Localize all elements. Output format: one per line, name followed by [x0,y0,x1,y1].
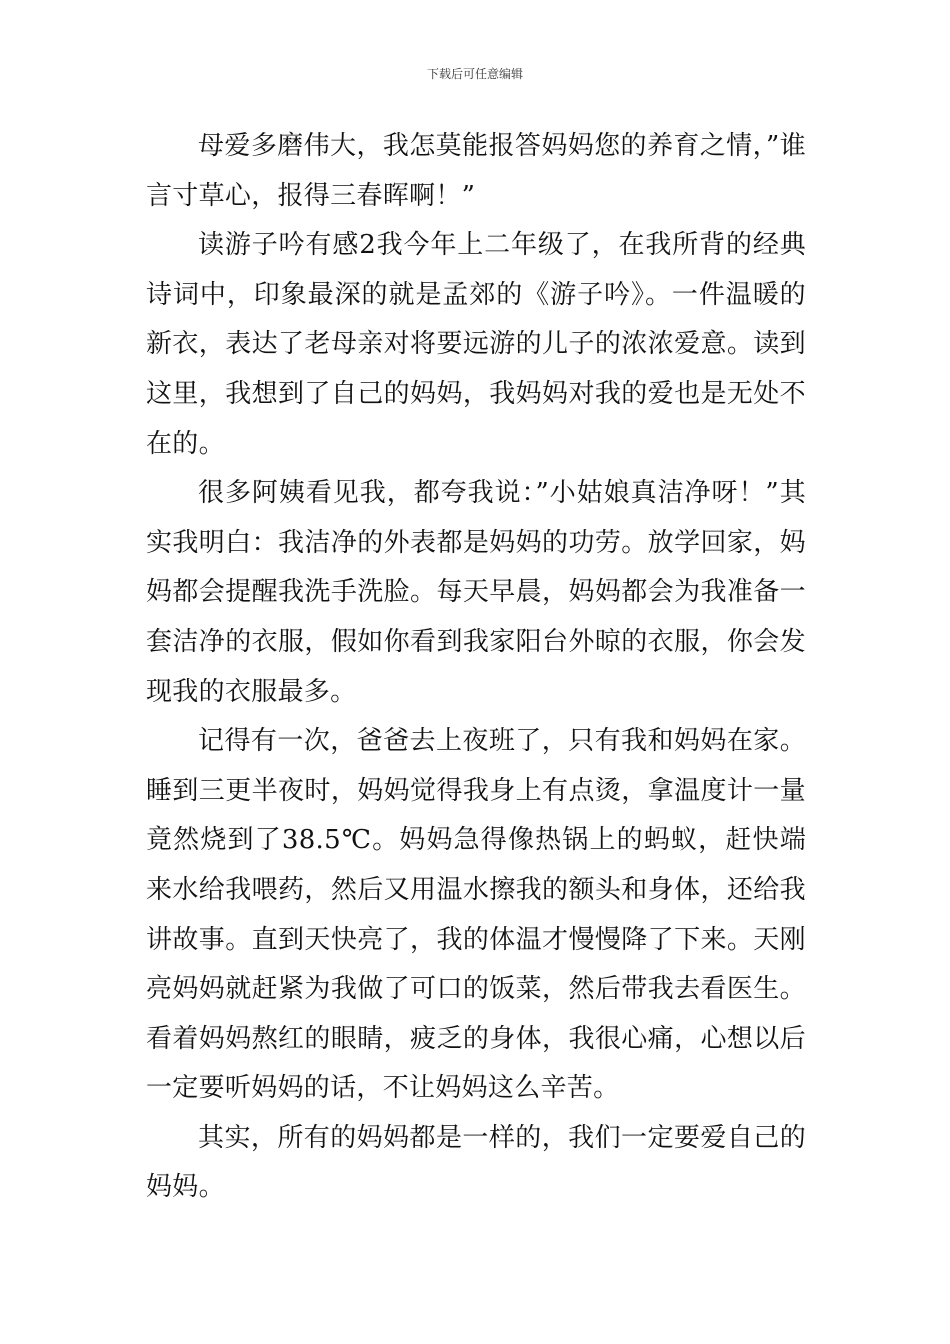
page-header-note: 下载后可任意编辑 [426,67,523,81]
paragraph-1: 母爱多磨伟大，我怎莫能报答妈妈您的养育之情，”谁言寸草心，报得三春晖啊！” [146,131,806,211]
paragraph-2: 读游子吟有感2我今年上二年级了，在我所背的经典诗词中，印象最深的就是孟郊的《游子吟》。一件温暖的新衣，表达了老母亲对将要远游的儿子的浓浓爱意。读到这里，我想到了自己的妈妈，我妈妈对我的爱也是无处不在的。 [146,230,806,459]
paragraph-4: 记得有一次，爸爸去上夜班了，只有我和妈妈在家。睡到三更半夜时，妈妈觉得我身上有点烫，拿温度计一量竟然烧到了38.5℃。妈妈急得像热锅上的蚂蚁，赶快端来水给我喂药，然后又用温水擦我的额头和身体，还给我讲故事。直到天快亮了，我的体温才慢慢降了下来。天刚亮妈妈就赶紧为我做了可口的饭菜，然后带我去看医生。看着妈妈熬红的眼睛，疲乏的身体，我很心痛，心想以后一定要听妈妈的话，不让妈妈这么辛苦。 [146,726,806,1104]
document-body [146,122,806,1213]
paragraph-3: 很多阿姨看见我，都夸我说：”小姑娘真洁净呀！”其实我明白：我洁净的外表都是妈妈的功劳。放学回家，妈妈都会提醒我洗手洗脸。每天早晨，妈妈都会为我准备一套洁净的衣服，假如你看到我家阳台外晾的衣服，你会发现我的衣服最多。 [146,478,806,707]
paragraph-5: 其实，所有的妈妈都是一样的，我们一定要爱自己的妈妈。 [146,1122,806,1203]
